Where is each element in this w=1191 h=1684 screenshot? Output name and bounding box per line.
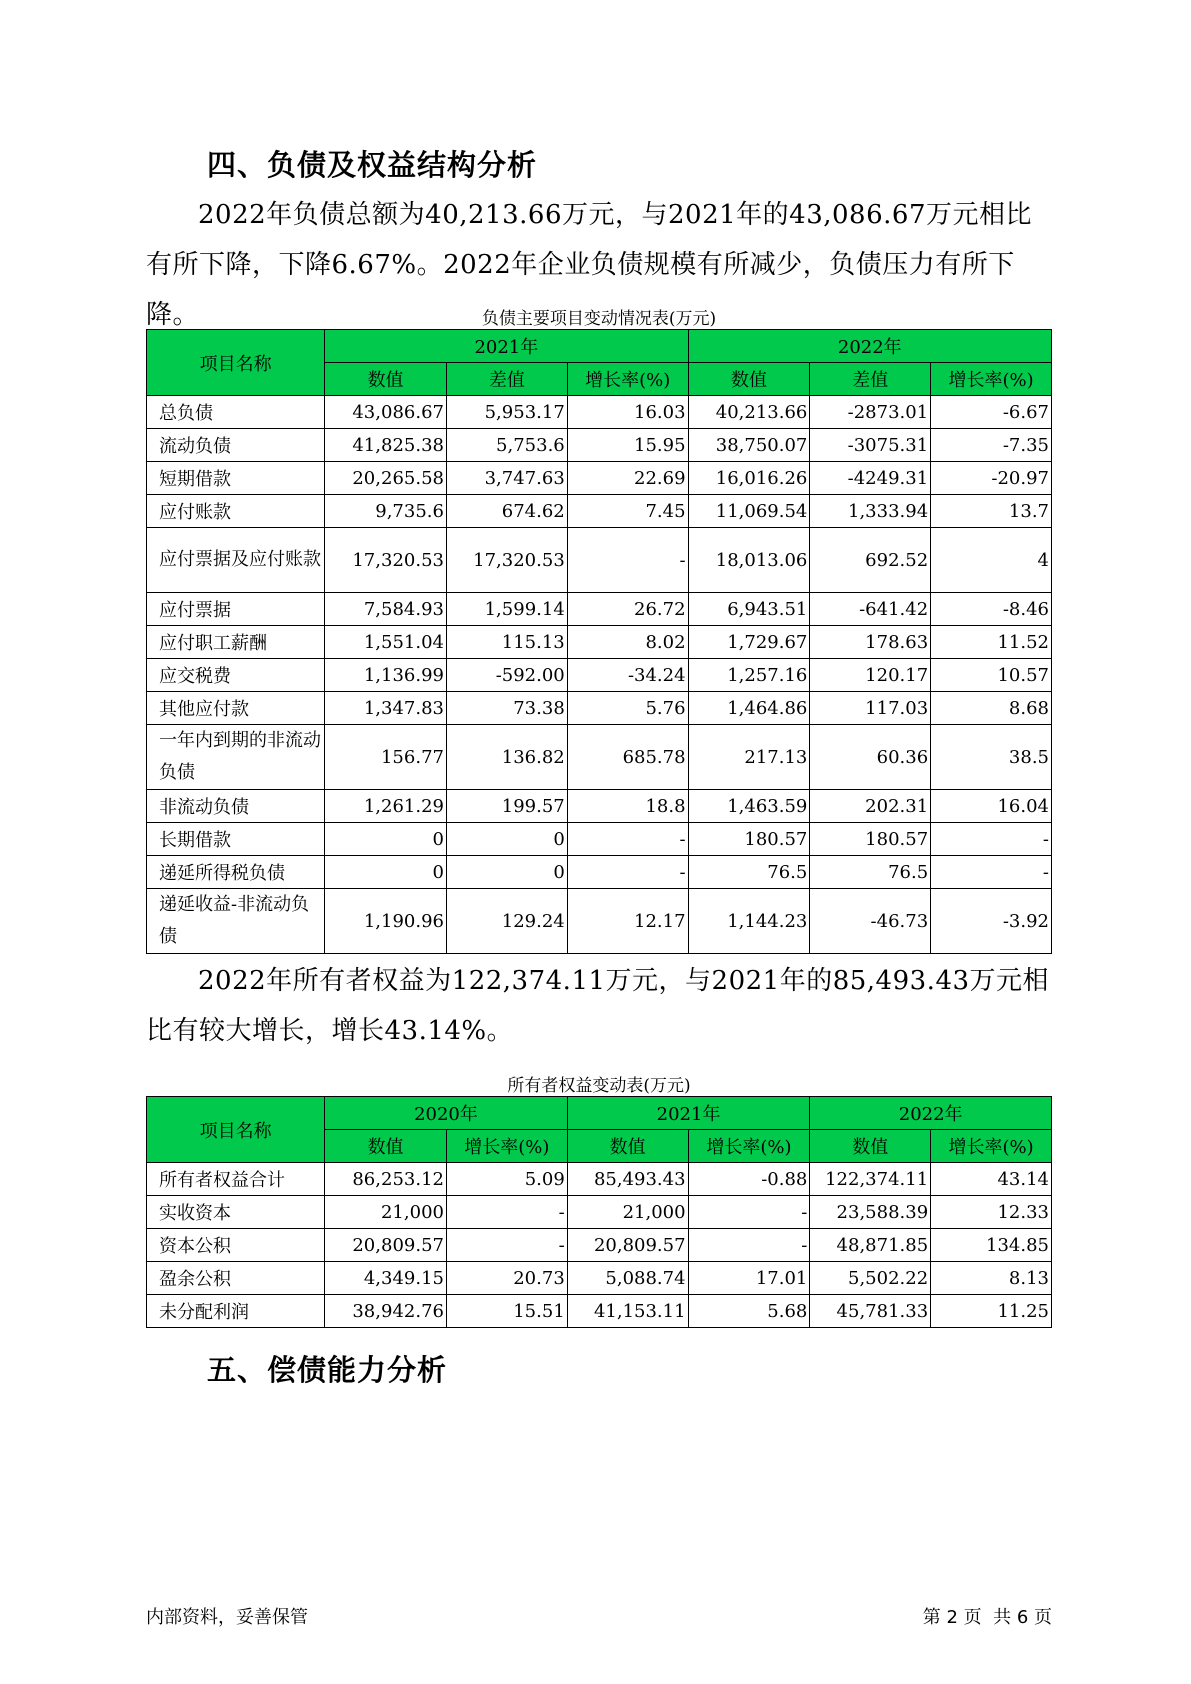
table-cell: 178.63 <box>810 626 931 659</box>
table-cell: - <box>567 528 688 593</box>
column-header: 数值 <box>688 363 810 396</box>
table-cell: 13.7 <box>931 495 1052 528</box>
table-cell: 38.5 <box>931 725 1052 790</box>
column-header: 增长率(%) <box>931 1130 1052 1163</box>
table-row <box>147 856 1052 889</box>
table-cell: 48,871.85 <box>810 1229 931 1262</box>
row-label: 流动负债 <box>147 429 325 462</box>
table-cell: 5.68 <box>688 1295 810 1328</box>
liabilities-summary-paragraph: 2022年负债总额为40,213.66万元，与2021年的43,086.67万元相比有所下降，下降6.67%。2022年企业负债规模有所减少，负债压力有所下降。 <box>146 200 1032 330</box>
table-cell: 136.82 <box>446 725 567 790</box>
table-cell: -8.46 <box>931 593 1052 626</box>
table-cell: 199.57 <box>446 790 567 823</box>
table-row <box>147 1229 1052 1262</box>
table-cell: 692.52 <box>810 528 931 593</box>
table-cell: 15.51 <box>446 1295 567 1328</box>
table-cell: 11.25 <box>931 1295 1052 1328</box>
table-cell: 41,153.11 <box>567 1295 688 1328</box>
table-cell: 115.13 <box>446 626 567 659</box>
table-cell: 17,320.53 <box>325 528 447 593</box>
table-cell: 15.95 <box>567 429 688 462</box>
column-header: 差值 <box>446 363 567 396</box>
table-cell: 11.52 <box>931 626 1052 659</box>
row-label: 盈余公积 <box>147 1262 325 1295</box>
table-cell: - <box>931 856 1052 889</box>
table-cell: 41,825.38 <box>325 429 447 462</box>
table-cell: 20,265.58 <box>325 462 447 495</box>
table-cell: 8.13 <box>931 1262 1052 1295</box>
table-cell: 5,753.6 <box>446 429 567 462</box>
table-cell: 120.17 <box>810 659 931 692</box>
table-cell: 0 <box>446 856 567 889</box>
table-row <box>147 1163 1052 1196</box>
table-cell: 18.8 <box>567 790 688 823</box>
table-cell: 12.17 <box>567 889 688 954</box>
table-cell: 5,953.17 <box>446 396 567 429</box>
table-row <box>147 495 1052 528</box>
table-cell: 5.09 <box>446 1163 567 1196</box>
table-cell: 4,349.15 <box>325 1262 447 1295</box>
row-label: 应付账款 <box>147 495 325 528</box>
table-cell: 20,809.57 <box>325 1229 447 1262</box>
table-cell: 0 <box>325 856 447 889</box>
row-label: 所有者权益合计 <box>147 1163 325 1196</box>
table-cell: 1,136.99 <box>325 659 447 692</box>
table-cell: 45,781.33 <box>810 1295 931 1328</box>
table-cell: 180.57 <box>810 823 931 856</box>
table-row <box>147 1295 1052 1328</box>
table-cell: -0.88 <box>688 1163 810 1196</box>
table-row <box>147 429 1052 462</box>
table-cell: 38,942.76 <box>325 1295 447 1328</box>
column-header: 增长率(%) <box>688 1130 810 1163</box>
table-cell: 43,086.67 <box>325 396 447 429</box>
table-cell: -592.00 <box>446 659 567 692</box>
table-cell: 5.76 <box>567 692 688 725</box>
table-cell: 1,463.59 <box>688 790 810 823</box>
table-row <box>147 396 1052 429</box>
table-cell: 1,464.86 <box>688 692 810 725</box>
table-cell: 1,729.67 <box>688 626 810 659</box>
table-cell: 202.31 <box>810 790 931 823</box>
year-header: 2020年 <box>325 1097 568 1130</box>
row-label: 非流动负债 <box>147 790 325 823</box>
table-cell: 26.72 <box>567 593 688 626</box>
row-label: 实收资本 <box>147 1196 325 1229</box>
table-cell: 1,257.16 <box>688 659 810 692</box>
column-header: 数值 <box>810 1130 931 1163</box>
table-cell: -46.73 <box>810 889 931 954</box>
table-cell: 16,016.26 <box>688 462 810 495</box>
table-cell: 17.01 <box>688 1262 810 1295</box>
column-header: 数值 <box>325 1130 447 1163</box>
table-cell: 1,333.94 <box>810 495 931 528</box>
table-cell: 1,190.96 <box>325 889 447 954</box>
column-header: 增长率(%) <box>567 363 688 396</box>
column-header: 差值 <box>810 363 931 396</box>
table-row <box>147 462 1052 495</box>
table-cell: 86,253.12 <box>325 1163 447 1196</box>
row-label: 长期借款 <box>147 823 325 856</box>
table-cell: - <box>446 1229 567 1262</box>
column-header: 增长率(%) <box>446 1130 567 1163</box>
row-label: 应付职工薪酬 <box>147 626 325 659</box>
table-cell: 60.36 <box>810 725 931 790</box>
table-cell: 217.13 <box>688 725 810 790</box>
table-cell: 18,013.06 <box>688 528 810 593</box>
table-cell: 1,347.83 <box>325 692 447 725</box>
row-label: 其他应付款 <box>147 692 325 725</box>
equity-table-caption: 所有者权益变动表(万元) <box>507 1076 691 1096</box>
table-cell: 1,261.29 <box>325 790 447 823</box>
table-cell: 7,584.93 <box>325 593 447 626</box>
footer-confidential-note: 内部资料，妥善保管 <box>146 1607 308 1628</box>
table-cell: -7.35 <box>931 429 1052 462</box>
table-cell: 3,747.63 <box>446 462 567 495</box>
table-cell: 674.62 <box>446 495 567 528</box>
table-cell: 180.57 <box>688 823 810 856</box>
table-cell: 1,599.14 <box>446 593 567 626</box>
table-row <box>147 1196 1052 1229</box>
table-cell: -641.42 <box>810 593 931 626</box>
row-label: 递延收益-非流动负债 <box>147 889 325 954</box>
table-row <box>147 659 1052 692</box>
table-cell: 8.02 <box>567 626 688 659</box>
column-header: 数值 <box>325 363 447 396</box>
table-cell: 16.04 <box>931 790 1052 823</box>
table-cell: 40,213.66 <box>688 396 810 429</box>
table-cell: - <box>567 823 688 856</box>
footer-page-number: 第 2 页 共 6 页 <box>922 1607 1052 1628</box>
table-cell: 85,493.43 <box>567 1163 688 1196</box>
table-cell: -3.92 <box>931 889 1052 954</box>
year-header: 2021年 <box>567 1097 810 1130</box>
table-cell: 1,551.04 <box>325 626 447 659</box>
table-cell: 20.73 <box>446 1262 567 1295</box>
table-cell: 11,069.54 <box>688 495 810 528</box>
table-cell: 22.69 <box>567 462 688 495</box>
table-cell: 0 <box>325 823 447 856</box>
table-cell: -2873.01 <box>810 396 931 429</box>
year-header: 2021年 <box>325 330 688 363</box>
column-header: 数值 <box>567 1130 688 1163</box>
table-cell: 21,000 <box>325 1196 447 1229</box>
table-cell: 76.5 <box>810 856 931 889</box>
item-name-header: 项目名称 <box>147 330 325 396</box>
table-cell: 16.03 <box>567 396 688 429</box>
equity-summary-paragraph: 2022年所有者权益为122,374.11万元，与2021年的85,493.43万元相比有较大增长，增长43.14%。 <box>146 966 1050 1046</box>
table-cell: 5,502.22 <box>810 1262 931 1295</box>
column-header: 增长率(%) <box>931 363 1052 396</box>
table-cell: 73.38 <box>446 692 567 725</box>
section-5-heading: 五、偿债能力分析 <box>207 1353 448 1387</box>
table-row <box>147 1262 1052 1295</box>
table-cell: 8.68 <box>931 692 1052 725</box>
table-cell: -6.67 <box>931 396 1052 429</box>
table-cell: -34.24 <box>567 659 688 692</box>
table-cell: - <box>688 1229 810 1262</box>
row-label: 应付票据及应付账款 <box>147 528 325 593</box>
table-cell: 12.33 <box>931 1196 1052 1229</box>
table-cell: 21,000 <box>567 1196 688 1229</box>
liabilities-table <box>146 329 1052 954</box>
table-cell: 38,750.07 <box>688 429 810 462</box>
row-label: 未分配利润 <box>147 1295 325 1328</box>
table-cell: 7.45 <box>567 495 688 528</box>
year-header: 2022年 <box>810 1097 1052 1130</box>
section-4-heading: 四、负债及权益结构分析 <box>207 148 538 182</box>
table-row <box>147 528 1052 593</box>
table-cell: 4 <box>931 528 1052 593</box>
item-name-header: 项目名称 <box>147 1097 325 1163</box>
table-row <box>147 626 1052 659</box>
row-label: 一年内到期的非流动负债 <box>147 725 325 790</box>
table-cell: 129.24 <box>446 889 567 954</box>
table-cell: 156.77 <box>325 725 447 790</box>
table-row <box>147 823 1052 856</box>
table-cell: 5,088.74 <box>567 1262 688 1295</box>
row-label: 递延所得税负债 <box>147 856 325 889</box>
row-label: 短期借款 <box>147 462 325 495</box>
row-label: 应付票据 <box>147 593 325 626</box>
table-cell: 9,735.6 <box>325 495 447 528</box>
equity-table <box>146 1096 1052 1328</box>
table-cell: 76.5 <box>688 856 810 889</box>
row-label: 应交税费 <box>147 659 325 692</box>
table-cell: - <box>931 823 1052 856</box>
table-cell: 134.85 <box>931 1229 1052 1262</box>
table-row <box>147 725 1052 790</box>
table-cell: 6,943.51 <box>688 593 810 626</box>
table-cell: 1,144.23 <box>688 889 810 954</box>
table-row <box>147 692 1052 725</box>
table-row <box>147 889 1052 954</box>
table-cell: - <box>688 1196 810 1229</box>
table-cell: 685.78 <box>567 725 688 790</box>
table-cell: - <box>567 856 688 889</box>
row-label: 总负债 <box>147 396 325 429</box>
table-cell: 10.57 <box>931 659 1052 692</box>
table-cell: 122,374.11 <box>810 1163 931 1196</box>
table-cell: 117.03 <box>810 692 931 725</box>
row-label: 资本公积 <box>147 1229 325 1262</box>
table-cell: -4249.31 <box>810 462 931 495</box>
table-cell: 23,588.39 <box>810 1196 931 1229</box>
table-cell: 17,320.53 <box>446 528 567 593</box>
liabilities-table-caption: 负债主要项目变动情况表(万元) <box>481 309 717 329</box>
year-header: 2022年 <box>688 330 1051 363</box>
table-cell: -20.97 <box>931 462 1052 495</box>
table-cell: -3075.31 <box>810 429 931 462</box>
table-cell: 43.14 <box>931 1163 1052 1196</box>
table-cell: 20,809.57 <box>567 1229 688 1262</box>
table-row <box>147 790 1052 823</box>
table-cell: - <box>446 1196 567 1229</box>
table-row <box>147 593 1052 626</box>
table-cell: 0 <box>446 823 567 856</box>
